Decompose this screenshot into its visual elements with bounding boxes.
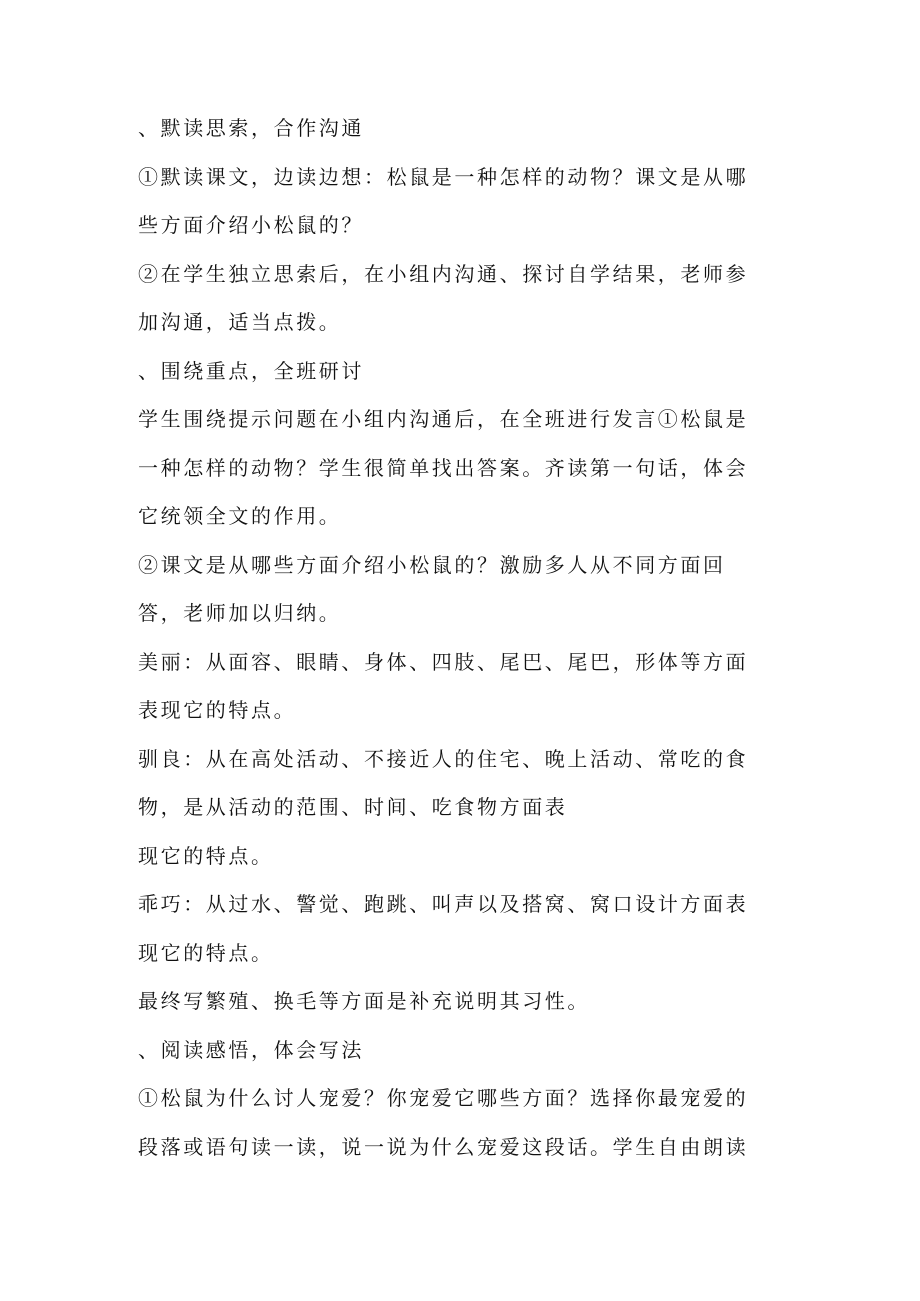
document-body — [138, 104, 778, 1171]
text-line: 答，老师加以归纳。 — [138, 601, 342, 625]
text-line: 乖巧：从过水、警觉、跑跳、叫声以及搭窝、窝口设计方面表 — [138, 892, 749, 916]
text-line: 加沟通，适当点拨。 — [138, 310, 342, 334]
text-line: ①松鼠为什么讨人宠爱？你宠爱它哪些方面？选择你最宠爱的 — [138, 1086, 749, 1110]
section-heading-class-discussion: 、围绕重点，全班研讨 — [138, 358, 364, 383]
text-line: 现它的特点。 — [138, 843, 274, 868]
text-line: 段落或语句读一读，说一说为什么宠爱这段话。学生自由朗读 — [138, 1134, 749, 1159]
section-heading-reading-appreciation: 、阅读感悟，体会写法 — [138, 1037, 364, 1062]
text-line: ②课文是从哪些方面介绍小松鼠的？激励多人从不同方面回 — [138, 552, 726, 577]
text-line: 现它的特点。 — [138, 940, 274, 965]
text-line: 美丽：从面容、眼睛、身体、四肢、尾巴、尾巴，形体等方面 — [138, 649, 749, 674]
text-line: 最终写繁殖、换毛等方面是补充说明其习性。 — [138, 989, 590, 1013]
section-heading-silent-reading: 、默读思索，合作沟通 — [138, 116, 364, 140]
text-line: 表现它的特点。 — [138, 698, 297, 722]
text-line: 一种怎样的动物？学生很简单找出答案。齐读第一句话，体会 — [138, 455, 749, 480]
text-line: 它统领全文的作用。 — [138, 504, 342, 528]
text-line: 物，是从活动的范围、时间、吃食物方面表 — [138, 795, 568, 819]
text-line: 驯良：从在高处活动、不接近人的住宅、晚上活动、常吃的食 — [138, 746, 749, 771]
text-line: 学生围绕提示问题在小组内沟通后，在全班进行发言①松鼠是 — [138, 407, 749, 431]
text-line: ①默读课文，边读边想：松鼠是一种怎样的动物？课文是从哪 — [138, 164, 749, 189]
text-line: 些方面介绍小松鼠的？ — [138, 213, 364, 237]
text-line: ②在学生独立思索后，在小组内沟通、探讨自学结果，老师参 — [138, 261, 749, 286]
